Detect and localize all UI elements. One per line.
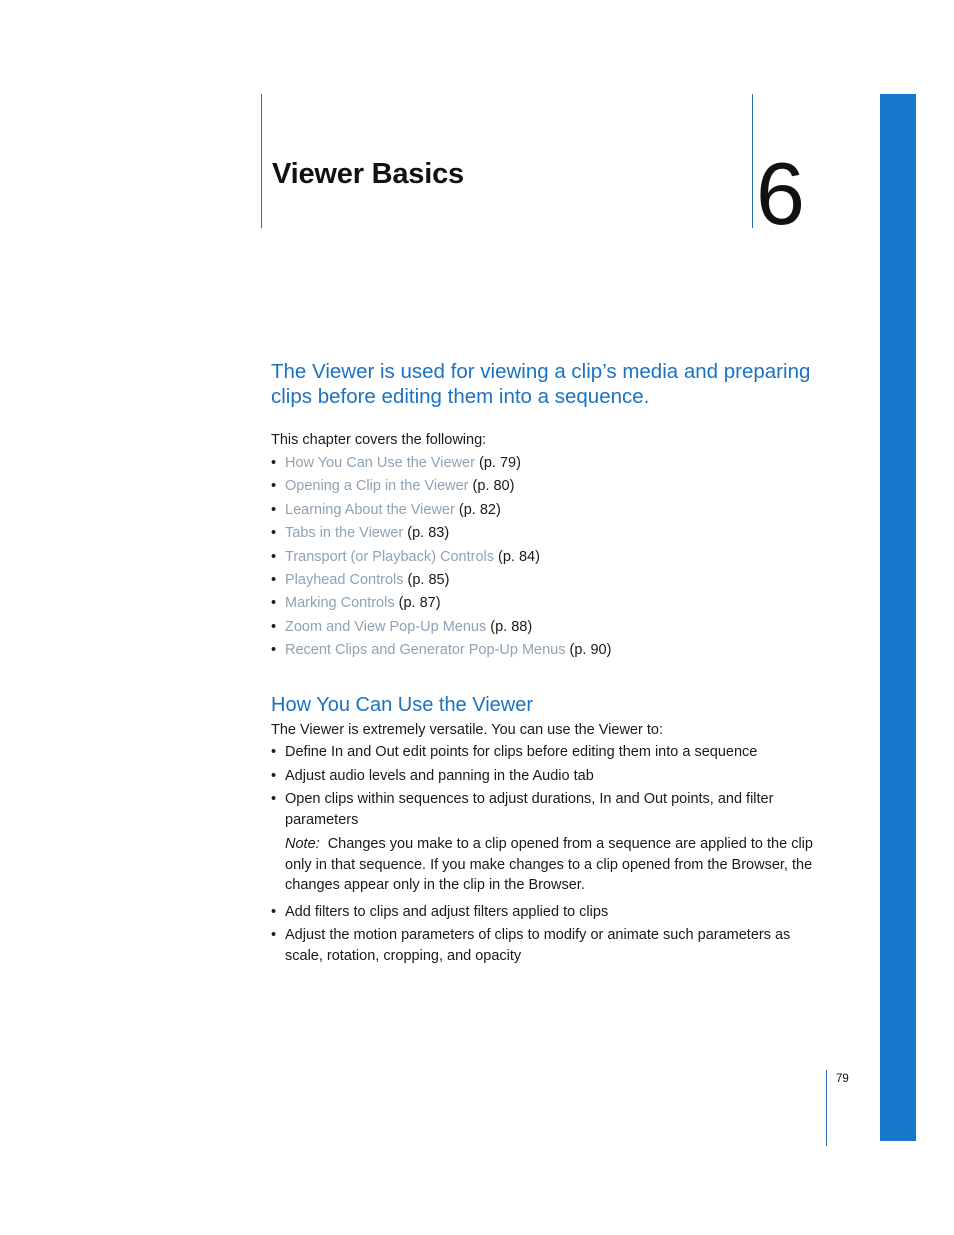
chapter-number: 6 — [756, 144, 805, 243]
chapter-title: Viewer Basics — [272, 158, 464, 190]
toc-list — [271, 452, 611, 663]
list-item: • Adjust the motion parameters of clips to modify or animate such parameters as scale, rotation, cropping, and opacity — [271, 925, 831, 966]
use-list — [271, 742, 831, 969]
toc-item — [271, 639, 611, 662]
toc-item — [271, 522, 611, 545]
section-intro: The Viewer is extremely versatile. You can use the Viewer to: — [271, 722, 663, 738]
toc-link[interactable]: Zoom and View Pop-Up Menus — [285, 618, 487, 635]
toc-item — [271, 475, 611, 498]
note-block — [285, 834, 831, 896]
page-number-rule — [826, 1070, 827, 1146]
page-number: 79 — [836, 1073, 849, 1085]
toc-item — [271, 569, 611, 592]
toc-item — [271, 499, 611, 522]
toc-item — [271, 616, 611, 639]
toc-link[interactable]: Learning About the Viewer — [285, 501, 455, 518]
chapter-rule-left — [261, 94, 262, 228]
toc-page: (p. 80) — [472, 478, 515, 495]
toc-link[interactable]: Marking Controls — [285, 595, 395, 612]
list-item: • Adjust audio levels and panning in the Audio tab — [271, 766, 831, 787]
toc-page: (p. 83) — [407, 525, 450, 542]
toc-item — [271, 546, 611, 569]
section-heading: How You Can Use the Viewer — [271, 694, 534, 716]
covers-label: This chapter covers the following: — [271, 432, 487, 448]
list-item: • Define In and Out edit points for clips before editing them into a sequence — [271, 742, 831, 763]
toc-link[interactable]: How You Can Use the Viewer — [285, 455, 475, 471]
chapter-rule-right — [752, 94, 753, 228]
chapter-side-tab — [880, 94, 916, 1141]
toc-page: (p. 79) — [479, 455, 521, 471]
toc-link[interactable]: Opening a Clip in the Viewer — [285, 478, 469, 495]
toc-item — [271, 452, 611, 475]
note-text: Changes you make to a clip opened from a sequence are applied to the clip only in that sequence. If you make changes to a clip opened from the Browser, the changes appear only in the clip in the Browser. — [285, 836, 813, 893]
toc-page: (p. 82) — [458, 501, 501, 518]
intro-heading: The Viewer is used for viewing a clip’s media and preparing clips before editing them into a sequence. — [271, 360, 811, 408]
note-label: Note: — [285, 836, 320, 852]
toc-item — [271, 592, 611, 615]
toc-page: (p. 87) — [398, 595, 441, 612]
toc-link[interactable]: Tabs in the Viewer — [285, 525, 404, 542]
list-item: • Add filters to clips and adjust filters applied to clips — [271, 902, 831, 923]
list-item: • Open clips within sequences to adjust durations, In and Out points, and filter parameters — [271, 789, 831, 830]
toc-link[interactable]: Playhead Controls — [285, 571, 404, 588]
toc-link[interactable]: Recent Clips and Generator Pop-Up Menus — [285, 642, 566, 659]
toc-page: (p. 88) — [490, 618, 533, 635]
toc-page: (p. 85) — [407, 571, 450, 588]
toc-page: (p. 90) — [569, 642, 612, 659]
toc-page: (p. 84) — [498, 548, 540, 565]
toc-link[interactable]: Transport (or Playback) Controls — [285, 548, 494, 565]
